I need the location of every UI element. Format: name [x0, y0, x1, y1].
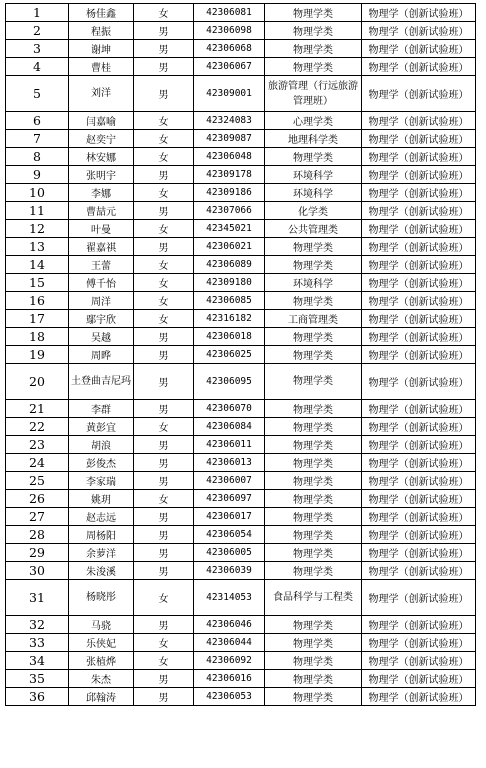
- student-name: 胡浪: [69, 436, 134, 454]
- student-name: 张明宇: [69, 166, 134, 184]
- student-name: 周晔: [69, 346, 134, 364]
- row-number: 22: [6, 418, 69, 436]
- student-id: 42306053: [194, 688, 265, 706]
- target-major: 物理学（创新试验班）: [362, 76, 476, 112]
- table-row: [6, 688, 476, 706]
- table-row: [6, 580, 476, 616]
- student-name: 杨晓彤: [69, 580, 134, 616]
- table-row: [6, 364, 476, 400]
- student-id: 42307066: [194, 202, 265, 220]
- student-name: 乐侠妃: [69, 634, 134, 652]
- student-id: 42309001: [194, 76, 265, 112]
- row-number: 34: [6, 652, 69, 670]
- original-major: 食品科学与工程类: [265, 580, 362, 616]
- table-row: [6, 220, 476, 238]
- table-row: [6, 544, 476, 562]
- row-number: 5: [6, 76, 69, 112]
- student-gender: 女: [134, 634, 194, 652]
- student-gender: 男: [134, 544, 194, 562]
- target-major: 物理学（创新试验班）: [362, 454, 476, 472]
- table-row: [6, 76, 476, 112]
- student-name: 朱杰: [69, 670, 134, 688]
- student-name: 鄢宇欣: [69, 310, 134, 328]
- student-name: 杨佳鑫: [69, 4, 134, 22]
- row-number: 2: [6, 22, 69, 40]
- student-id: 42306011: [194, 436, 265, 454]
- student-id: 42306044: [194, 634, 265, 652]
- student-name: 吴越: [69, 328, 134, 346]
- student-name: 李家瑞: [69, 472, 134, 490]
- student-gender: 女: [134, 256, 194, 274]
- table-row: [6, 436, 476, 454]
- target-major: 物理学（创新试验班）: [362, 670, 476, 688]
- student-id: 42306095: [194, 364, 265, 400]
- table-row: [6, 346, 476, 364]
- original-major: 物理学类: [265, 364, 362, 400]
- table-row: [6, 472, 476, 490]
- table-row: [6, 634, 476, 652]
- student-gender: 男: [134, 40, 194, 58]
- original-major: 物理学类: [265, 670, 362, 688]
- target-major: 物理学（创新试验班）: [362, 4, 476, 22]
- target-major: 物理学（创新试验班）: [362, 274, 476, 292]
- student-id: 42306097: [194, 490, 265, 508]
- target-major: 物理学（创新试验班）: [362, 112, 476, 130]
- original-major: 物理学类: [265, 688, 362, 706]
- table-row: [6, 238, 476, 256]
- student-id: 42316182: [194, 310, 265, 328]
- student-name: 黄彭宜: [69, 418, 134, 436]
- target-major: 物理学（创新试验班）: [362, 418, 476, 436]
- student-gender: 男: [134, 166, 194, 184]
- student-gender: 男: [134, 202, 194, 220]
- student-name: 余萝洋: [69, 544, 134, 562]
- row-number: 17: [6, 310, 69, 328]
- student-id: 42306039: [194, 562, 265, 580]
- student-id: 42306048: [194, 148, 265, 166]
- student-gender: 女: [134, 112, 194, 130]
- student-gender: 男: [134, 76, 194, 112]
- student-id: 42306070: [194, 400, 265, 418]
- original-major: 物理学类: [265, 562, 362, 580]
- original-major: 心理学类: [265, 112, 362, 130]
- student-id: 42306018: [194, 328, 265, 346]
- student-name: 彭俊杰: [69, 454, 134, 472]
- student-id: 42306025: [194, 346, 265, 364]
- student-gender: 男: [134, 22, 194, 40]
- student-gender: 男: [134, 436, 194, 454]
- student-gender: 女: [134, 130, 194, 148]
- target-major: 物理学（创新试验班）: [362, 400, 476, 418]
- student-name: 周洋: [69, 292, 134, 310]
- target-major: 物理学（创新试验班）: [362, 310, 476, 328]
- row-number: 9: [6, 166, 69, 184]
- target-major: 物理学（创新试验班）: [362, 616, 476, 634]
- student-name: 刘洋: [69, 76, 134, 112]
- row-number: 10: [6, 184, 69, 202]
- original-major: 环境科学: [265, 166, 362, 184]
- target-major: 物理学（创新试验班）: [362, 526, 476, 544]
- student-name: 王蕾: [69, 256, 134, 274]
- row-number: 25: [6, 472, 69, 490]
- student-name: 周杨阳: [69, 526, 134, 544]
- row-number: 7: [6, 130, 69, 148]
- student-name: 姚玥: [69, 490, 134, 508]
- original-major: 物理学类: [265, 616, 362, 634]
- original-major: 旅游管理（行远旅游管理班）: [265, 76, 362, 112]
- student-name: 林安娜: [69, 148, 134, 166]
- row-number: 16: [6, 292, 69, 310]
- student-id: 42314053: [194, 580, 265, 616]
- target-major: 物理学（创新试验班）: [362, 490, 476, 508]
- row-number: 4: [6, 58, 69, 76]
- student-id: 42306089: [194, 256, 265, 274]
- row-number: 26: [6, 490, 69, 508]
- student-gender: 女: [134, 148, 194, 166]
- row-number: 24: [6, 454, 69, 472]
- student-name: 曹喆元: [69, 202, 134, 220]
- student-id: 42306081: [194, 4, 265, 22]
- student-name: 李娜: [69, 184, 134, 202]
- student-id: 42306054: [194, 526, 265, 544]
- student-gender: 男: [134, 670, 194, 688]
- student-gender: 女: [134, 184, 194, 202]
- table-row: [6, 256, 476, 274]
- target-major: 物理学（创新试验班）: [362, 652, 476, 670]
- row-number: 21: [6, 400, 69, 418]
- original-major: 物理学类: [265, 292, 362, 310]
- table-row: [6, 112, 476, 130]
- target-major: 物理学（创新试验班）: [362, 238, 476, 256]
- table-row: [6, 526, 476, 544]
- row-number: 31: [6, 580, 69, 616]
- student-id: 42309178: [194, 166, 265, 184]
- table-row: [6, 400, 476, 418]
- student-id: 42306016: [194, 670, 265, 688]
- row-number: 23: [6, 436, 69, 454]
- target-major: 物理学（创新试验班）: [362, 364, 476, 400]
- student-gender: 男: [134, 328, 194, 346]
- target-major: 物理学（创新试验班）: [362, 544, 476, 562]
- table-row: [6, 562, 476, 580]
- table-row: [6, 40, 476, 58]
- original-major: 物理学类: [265, 328, 362, 346]
- student-id: 42306085: [194, 292, 265, 310]
- student-id: 42306017: [194, 508, 265, 526]
- student-gender: 男: [134, 508, 194, 526]
- student-name: 邱翰涛: [69, 688, 134, 706]
- student-id: 42306007: [194, 472, 265, 490]
- student-id: 42345021: [194, 220, 265, 238]
- target-major: 物理学（创新试验班）: [362, 436, 476, 454]
- target-major: 物理学（创新试验班）: [362, 562, 476, 580]
- original-major: 物理学类: [265, 490, 362, 508]
- transfer-list-table: [5, 3, 476, 706]
- student-gender: 男: [134, 616, 194, 634]
- student-name: 张植烨: [69, 652, 134, 670]
- student-id: 42306068: [194, 40, 265, 58]
- table-row: [6, 328, 476, 346]
- student-name: 赵志远: [69, 508, 134, 526]
- student-gender: 男: [134, 400, 194, 418]
- student-gender: 女: [134, 490, 194, 508]
- target-major: 物理学（创新试验班）: [362, 472, 476, 490]
- student-name: 傅千怡: [69, 274, 134, 292]
- table-row: [6, 490, 476, 508]
- student-gender: 男: [134, 364, 194, 400]
- row-number: 27: [6, 508, 69, 526]
- table-row: [6, 454, 476, 472]
- original-major: 物理学类: [265, 634, 362, 652]
- original-major: 环境科学: [265, 274, 362, 292]
- student-id: 42306013: [194, 454, 265, 472]
- original-major: 环境科学: [265, 184, 362, 202]
- table-row: [6, 166, 476, 184]
- table-row: [6, 58, 476, 76]
- student-gender: 男: [134, 472, 194, 490]
- row-number: 3: [6, 40, 69, 58]
- table-body: [6, 4, 476, 706]
- original-major: 物理学类: [265, 40, 362, 58]
- row-number: 35: [6, 670, 69, 688]
- original-major: 物理学类: [265, 652, 362, 670]
- student-name: 朱浚溪: [69, 562, 134, 580]
- row-number: 29: [6, 544, 69, 562]
- row-number: 11: [6, 202, 69, 220]
- row-number: 14: [6, 256, 69, 274]
- table-row: [6, 148, 476, 166]
- original-major: 物理学类: [265, 346, 362, 364]
- student-name: 马骁: [69, 616, 134, 634]
- row-number: 13: [6, 238, 69, 256]
- original-major: 物理学类: [265, 454, 362, 472]
- target-major: 物理学（创新试验班）: [362, 346, 476, 364]
- table-row: [6, 670, 476, 688]
- original-major: 物理学类: [265, 58, 362, 76]
- original-major: 物理学类: [265, 22, 362, 40]
- original-major: 公共管理类: [265, 220, 362, 238]
- original-major: 物理学类: [265, 436, 362, 454]
- row-number: 33: [6, 634, 69, 652]
- row-number: 8: [6, 148, 69, 166]
- original-major: 工商管理类: [265, 310, 362, 328]
- original-major: 化学类: [265, 202, 362, 220]
- target-major: 物理学（创新试验班）: [362, 256, 476, 274]
- row-number: 6: [6, 112, 69, 130]
- student-gender: 男: [134, 58, 194, 76]
- student-name: 翟嘉祺: [69, 238, 134, 256]
- table-row: [6, 508, 476, 526]
- row-number: 20: [6, 364, 69, 400]
- student-gender: 男: [134, 454, 194, 472]
- student-id: 42306098: [194, 22, 265, 40]
- target-major: 物理学（创新试验班）: [362, 688, 476, 706]
- student-name: 曹桂: [69, 58, 134, 76]
- target-major: 物理学（创新试验班）: [362, 634, 476, 652]
- student-gender: 女: [134, 310, 194, 328]
- original-major: 物理学类: [265, 508, 362, 526]
- student-id: 42306046: [194, 616, 265, 634]
- original-major: 物理学类: [265, 400, 362, 418]
- row-number: 19: [6, 346, 69, 364]
- target-major: 物理学（创新试验班）: [362, 184, 476, 202]
- target-major: 物理学（创新试验班）: [362, 130, 476, 148]
- table-row: [6, 202, 476, 220]
- target-major: 物理学（创新试验班）: [362, 148, 476, 166]
- student-gender: 男: [134, 562, 194, 580]
- student-gender: 男: [134, 688, 194, 706]
- row-number: 1: [6, 4, 69, 22]
- student-name: 程振: [69, 22, 134, 40]
- student-name: 赵奕宁: [69, 130, 134, 148]
- student-name: 李群: [69, 400, 134, 418]
- row-number: 36: [6, 688, 69, 706]
- student-name: 叶曼: [69, 220, 134, 238]
- original-major: 物理学类: [265, 4, 362, 22]
- student-gender: 女: [134, 652, 194, 670]
- student-id: 42309087: [194, 130, 265, 148]
- student-gender: 女: [134, 4, 194, 22]
- student-id: 42309186: [194, 184, 265, 202]
- student-name: 谢坤: [69, 40, 134, 58]
- target-major: 物理学（创新试验班）: [362, 202, 476, 220]
- row-number: 30: [6, 562, 69, 580]
- original-major: 物理学类: [265, 238, 362, 256]
- original-major: 物理学类: [265, 148, 362, 166]
- target-major: 物理学（创新试验班）: [362, 22, 476, 40]
- student-id: 42306092: [194, 652, 265, 670]
- target-major: 物理学（创新试验班）: [362, 508, 476, 526]
- table-row: [6, 310, 476, 328]
- row-number: 32: [6, 616, 69, 634]
- target-major: 物理学（创新试验班）: [362, 580, 476, 616]
- table-row: [6, 22, 476, 40]
- table-row: [6, 292, 476, 310]
- original-major: 地理科学类: [265, 130, 362, 148]
- target-major: 物理学（创新试验班）: [362, 166, 476, 184]
- student-id: 42306067: [194, 58, 265, 76]
- student-gender: 女: [134, 418, 194, 436]
- target-major: 物理学（创新试验班）: [362, 292, 476, 310]
- target-major: 物理学（创新试验班）: [362, 328, 476, 346]
- student-name: 土登曲吉尼玛: [69, 364, 134, 400]
- original-major: 物理学类: [265, 418, 362, 436]
- student-gender: 男: [134, 526, 194, 544]
- student-id: 42324083: [194, 112, 265, 130]
- target-major: 物理学（创新试验班）: [362, 58, 476, 76]
- table-row: [6, 4, 476, 22]
- student-id: 42306021: [194, 238, 265, 256]
- student-gender: 男: [134, 238, 194, 256]
- original-major: 物理学类: [265, 544, 362, 562]
- table-row: [6, 184, 476, 202]
- target-major: 物理学（创新试验班）: [362, 220, 476, 238]
- student-gender: 女: [134, 274, 194, 292]
- table-row: [6, 274, 476, 292]
- document-page: [5, 3, 476, 706]
- student-id: 42309180: [194, 274, 265, 292]
- table-row: [6, 130, 476, 148]
- table-row: [6, 616, 476, 634]
- student-gender: 男: [134, 346, 194, 364]
- student-gender: 女: [134, 292, 194, 310]
- original-major: 物理学类: [265, 526, 362, 544]
- original-major: 物理学类: [265, 472, 362, 490]
- table-row: [6, 652, 476, 670]
- row-number: 28: [6, 526, 69, 544]
- row-number: 15: [6, 274, 69, 292]
- target-major: 物理学（创新试验班）: [362, 40, 476, 58]
- row-number: 18: [6, 328, 69, 346]
- student-id: 42306005: [194, 544, 265, 562]
- student-gender: 女: [134, 220, 194, 238]
- table-row: [6, 418, 476, 436]
- student-gender: 女: [134, 580, 194, 616]
- student-name: 闫嘉喻: [69, 112, 134, 130]
- original-major: 物理学类: [265, 256, 362, 274]
- row-number: 12: [6, 220, 69, 238]
- student-id: 42306084: [194, 418, 265, 436]
